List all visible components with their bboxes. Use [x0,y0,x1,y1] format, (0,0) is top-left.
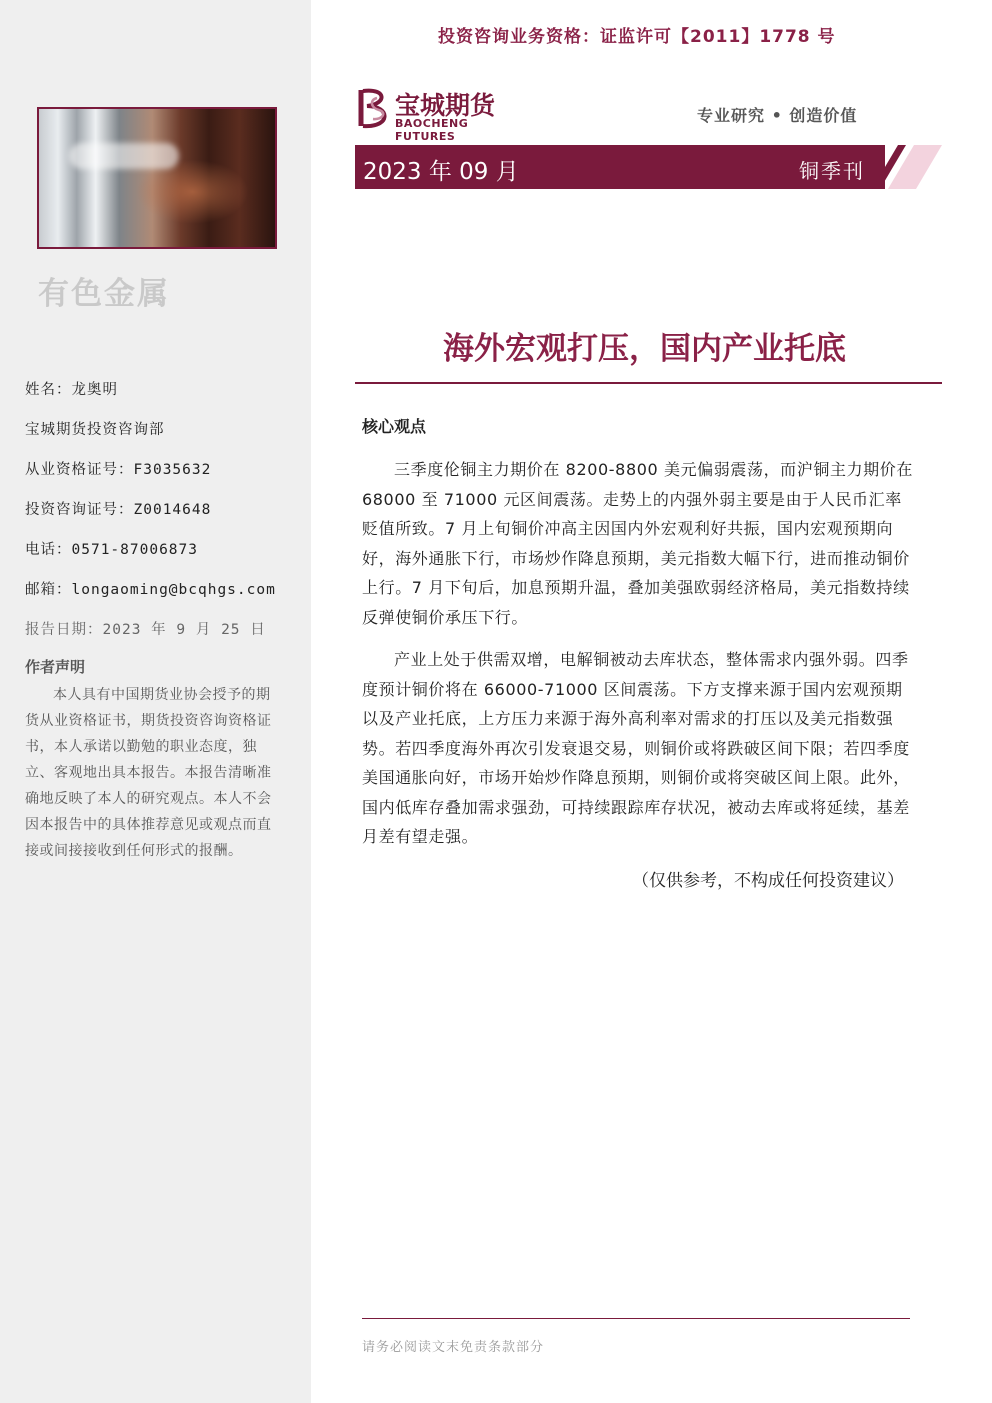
author-email: 邮箱：longaoming@bcqhgs.com [25,582,276,598]
report-date: 报告日期：2023 年 9 月 25 日 [25,622,266,638]
issue-banner [355,145,885,189]
declaration-body: 本人具有中国期货业协会授予的期货从业资格证书，期货投资咨询资格证书，本人承诺以勤勉的职业态度，独立、客观地出具本报告。本报告清晰准确地反映了本人的研究观点。本人不会因本报告中的具体推荐意见或观点而直接或间接接收到任何形式的报酬。 [25,687,272,859]
logo-chinese-name: 宝城期货 [395,91,496,120]
author-consulting-number: 投资咨询证号：Z0014648 [25,502,212,518]
footer-divider [362,1318,910,1319]
author-phone: 电话：0571-87006873 [25,542,198,558]
declaration-title: 作者声明 [25,658,86,676]
section-title: 核心观点 [362,417,427,436]
disclaimer: （仅供参考，不构成任何投资建议） [632,871,904,891]
logo-english-name: BAOCHENG FUTURES [395,117,469,143]
banner-stripes-decoration [860,145,942,189]
publication-type: 铜季刊 [799,159,865,183]
report-title: 海外宏观打压，国内产业托底 [443,331,846,367]
author-department: 宝城期货投资咨询部 [25,422,165,438]
author-qualification-number: 从业资格证号：F3035632 [25,462,212,478]
category-label: 有色金属 [38,276,170,312]
footer-note: 请务必阅读文末免责条款部分 [362,1340,545,1355]
cover-photo [37,107,277,249]
paragraph-1: 三季度伦铜主力期价在 8200-8800 美元偏弱震荡，而沪铜主力期价在 68000 至 71000 元区间震荡。走势上的内强外弱主要是由于人民币汇率贬值所致。7 月上旬铜价冲高主因国内外宏观利好共振，国内宏观预期向好，海外通胀下行，市场炒作降息预期，美元指数大幅下行，进而推动铜价上行。7 月下旬后，加息预期升温，叠加美强欧弱经济格局，美元指数持续反弹使铜价承压下行。 [362,460,913,627]
company-logo [357,86,527,143]
paragraph-2: 产业上处于供需双增，电解铜被动去库状态，整体需求内强外弱。四季度预计铜价将在 66000-71000 区间震荡。下方支撑来源于国内宏观预期以及产业托底，上方压力来源于海外高利率对需求的打压以及美元指数强势。若四季度海外再次引发衰退交易，则铜价或将跌破区间下限；若四季度美国通胀向好，市场开始炒作降息预期，则铜价或将突破区间上限。此外，国内低库存叠加需求强劲，可持续跟踪库存状况，被动去库或将延续，基差月差有望走强。 [362,650,910,846]
sidebar [0,0,311,1403]
title-divider [355,382,942,384]
logo-mark-icon [357,86,391,130]
slogan: 专业研究 • 创造价值 [697,106,858,125]
author-name: 姓名：龙奥明 [25,382,118,398]
issue-date: 2023 年 09 月 [363,159,519,185]
license-text: 投资咨询业务资格：证监许可【2011】1778 号 [438,27,836,47]
